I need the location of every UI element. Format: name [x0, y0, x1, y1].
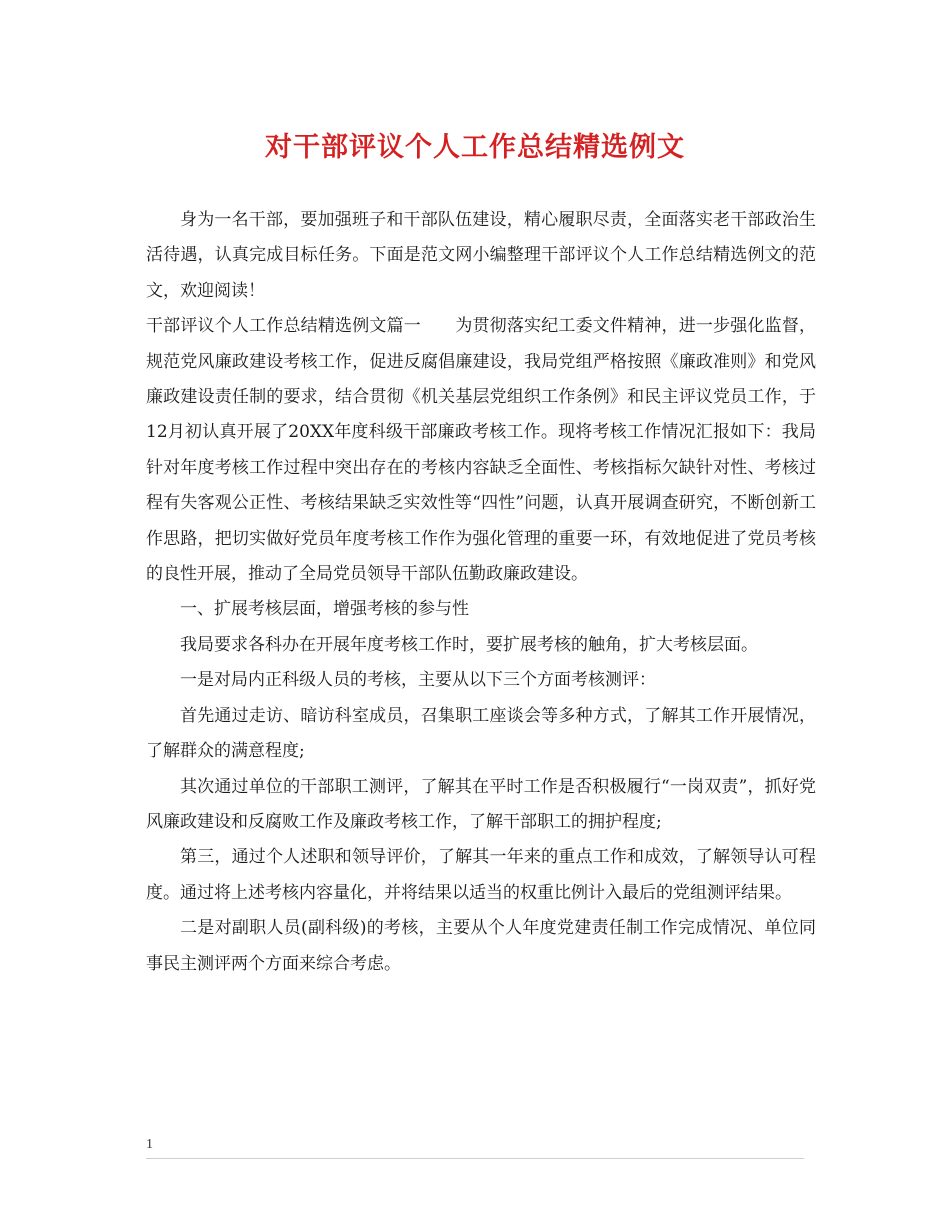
page-number: 1 — [146, 1137, 153, 1152]
document-body — [146, 203, 816, 982]
paragraph-secondly: 其次通过单位的干部职工测评，了解其在平时工作是否积极履行“一岗双责”，抓好党风廉政建设和反腐败工作及廉政考核工作，了解干部职工的拥护程度; — [146, 776, 816, 832]
paragraph-second-point: 二是对副职人员(副科级)的考核，主要从个人年度党建责任制工作完成情况、单位同事民主测评两个方面来综合考虑。 — [146, 918, 816, 974]
document-title: 对干部评议个人工作总结精选例文 — [265, 132, 685, 163]
paragraph-intro: 身为一名干部，要加强班子和干部队伍建设，精心履职尽责，全面落实老干部政治生活待遇，认真完成目标任务。下面是范文网小编整理干部评议个人工作总结精选例文的范文，欢迎阅读！ — [146, 210, 816, 301]
paragraph-first-point: 一是对局内正科级人员的考核，主要从以下三个方面考核测评： — [180, 670, 656, 691]
paragraph-section-one: 干部评议个人工作总结精选例文篇一 为贯彻落实纪工委文件精神，进一步强化监督，规范党风廉政建设考核工作，促进反腐倡廉建设，我局党组严格按照《廉政准则》和党风廉政建设责任制的要求，结合贯彻《机关基层党组织工作条例》和民主评议党员工作，于12月初认真开展了20XX年度科级干部廉政考核工作。现将考核工作情况汇报如下：我局针对年度考核工作过程中突出存在的考核内容缺乏全面性、考核指标欠缺针对性、考核过程有失客观公正性、考核结果缺乏实效性等“四性”问题，认真开展调查研究，不断创新工作思路，把切实做好党员年度考核工作作为强化管理的重要一环，有效地促进了党员考核的良性开展，推动了全局党员领导干部队伍勤政廉政建设。 — [146, 316, 816, 585]
paragraph-heading-expand: 一、扩展考核层面，增强考核的参与性 — [180, 599, 469, 620]
paragraph-requirement: 我局要求各科办在开展年度考核工作时，要扩展考核的触角，扩大考核层面。 — [180, 634, 758, 655]
footer-divider — [146, 1158, 804, 1159]
paragraph-thirdly: 第三，通过个人述职和领导评价，了解其一年来的重点工作和成效，了解领导认可程度。通过将上述考核内容量化，并将结果以适当的权重比例计入最后的党组测评结果。 — [146, 847, 816, 903]
paragraph-firstly: 首先通过走访、暗访科室成员，召集职工座谈会等多种方式，了解其工作开展情况，了解群众的满意程度; — [146, 705, 816, 762]
